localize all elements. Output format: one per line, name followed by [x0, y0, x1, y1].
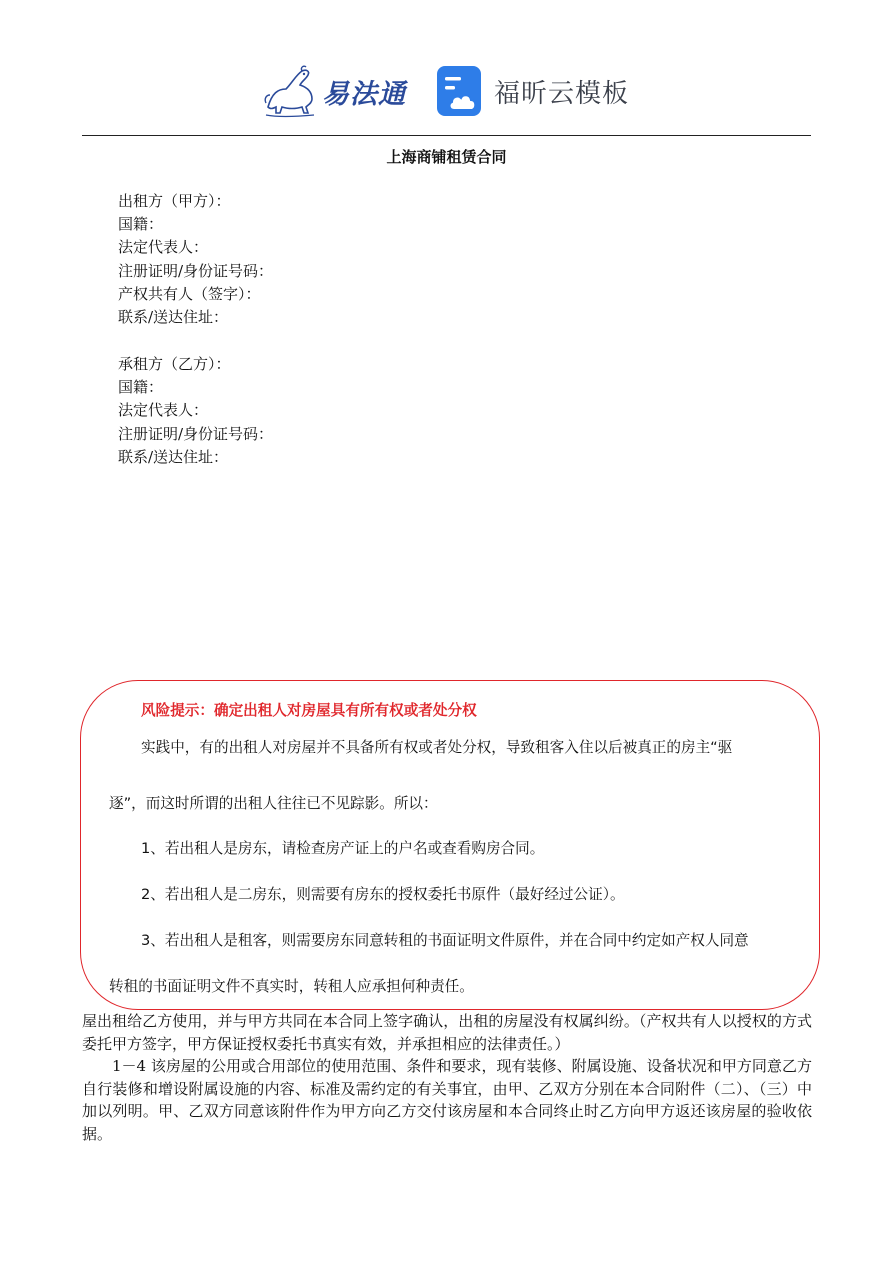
contract-body	[82, 1010, 812, 1146]
risk-title: 风险提示：确定出租人对房屋具有所有权或者处分权	[141, 702, 477, 719]
risk-item-3-line1: 3、若出租人是租客，则需要房东同意转租的书面证明文件原件，并在合同中约定如产权人同意	[141, 932, 749, 949]
risk-warning-box	[80, 680, 820, 1010]
party-b-block	[118, 353, 273, 469]
party-a-nationality: 国籍：	[118, 215, 164, 234]
body-paragraph-2: 1－4 该房屋的公用或合用部位的使用范围、条件和要求，现有装修、附属设施、设备状况和甲方同意乙方自行装修和增设附属设施的内容、标准及需约定的有关事宜，由甲、乙双方分别在本合同附件（二）、（三）中加以列明。甲、乙双方同意该附件作为甲方向乙方交付该房屋和本合同终止时乙方向甲方返还该房屋的验收依据。	[82, 1057, 812, 1143]
party-a-id-number: 注册证明/身份证号码：	[118, 261, 274, 280]
party-a-block	[118, 190, 273, 329]
body-paragraph-1: 屋出租给乙方使用，并与甲方共同在本合同上签字确认，出租的房屋没有权属纠纷。（产权共有人以授权的方式委托甲方签字，甲方保证授权委托书真实有效，并承担相应的法律责任。）	[82, 1012, 812, 1053]
logo1-text: 易法通	[322, 78, 406, 110]
risk-item-3-line2: 转租的书面证明文件不真实时，转租人应承担何种责任。	[109, 978, 474, 995]
party-b-address: 联系/送达住址：	[118, 447, 229, 466]
party-b-nationality: 国籍：	[118, 378, 164, 397]
risk-item-2: 2、若出租人是二房东，则需要有房东的授权委托书原件（最好经过公证）。	[141, 886, 625, 903]
logo2-text: 福昕云模板	[494, 78, 630, 109]
party-b-lessee: 承租方（乙方）：	[118, 355, 231, 373]
risk-intro-line2: 逐”，而这时所谓的出租人往往已不见踪影。所以：	[109, 795, 438, 812]
risk-intro-line1: 实践中，有的出租人对房屋并不具备所有权或者处分权，导致租客入住以后被真正的房主“驱	[141, 739, 733, 756]
party-a-legal-rep: 法定代表人：	[118, 238, 209, 257]
risk-item-1: 1、若出租人是房东，请检查房产证上的户名或查看购房合同。	[141, 840, 545, 857]
header-divider	[82, 135, 811, 136]
party-a-co-owner: 产权共有人（签字）：	[118, 284, 261, 303]
contract-title: 上海商铺租赁合同	[386, 148, 507, 166]
party-b-legal-rep: 法定代表人：	[118, 401, 209, 420]
party-a-address: 联系/送达住址：	[118, 308, 229, 327]
party-a-lessor: 出租方（甲方）：	[118, 192, 231, 210]
horse-icon	[262, 63, 320, 119]
fuxin-logo	[436, 64, 629, 118]
yifatong-logo	[262, 62, 412, 120]
cloud-document-icon	[436, 64, 486, 118]
party-b-id-number: 注册证明/身份证号码：	[118, 424, 274, 443]
